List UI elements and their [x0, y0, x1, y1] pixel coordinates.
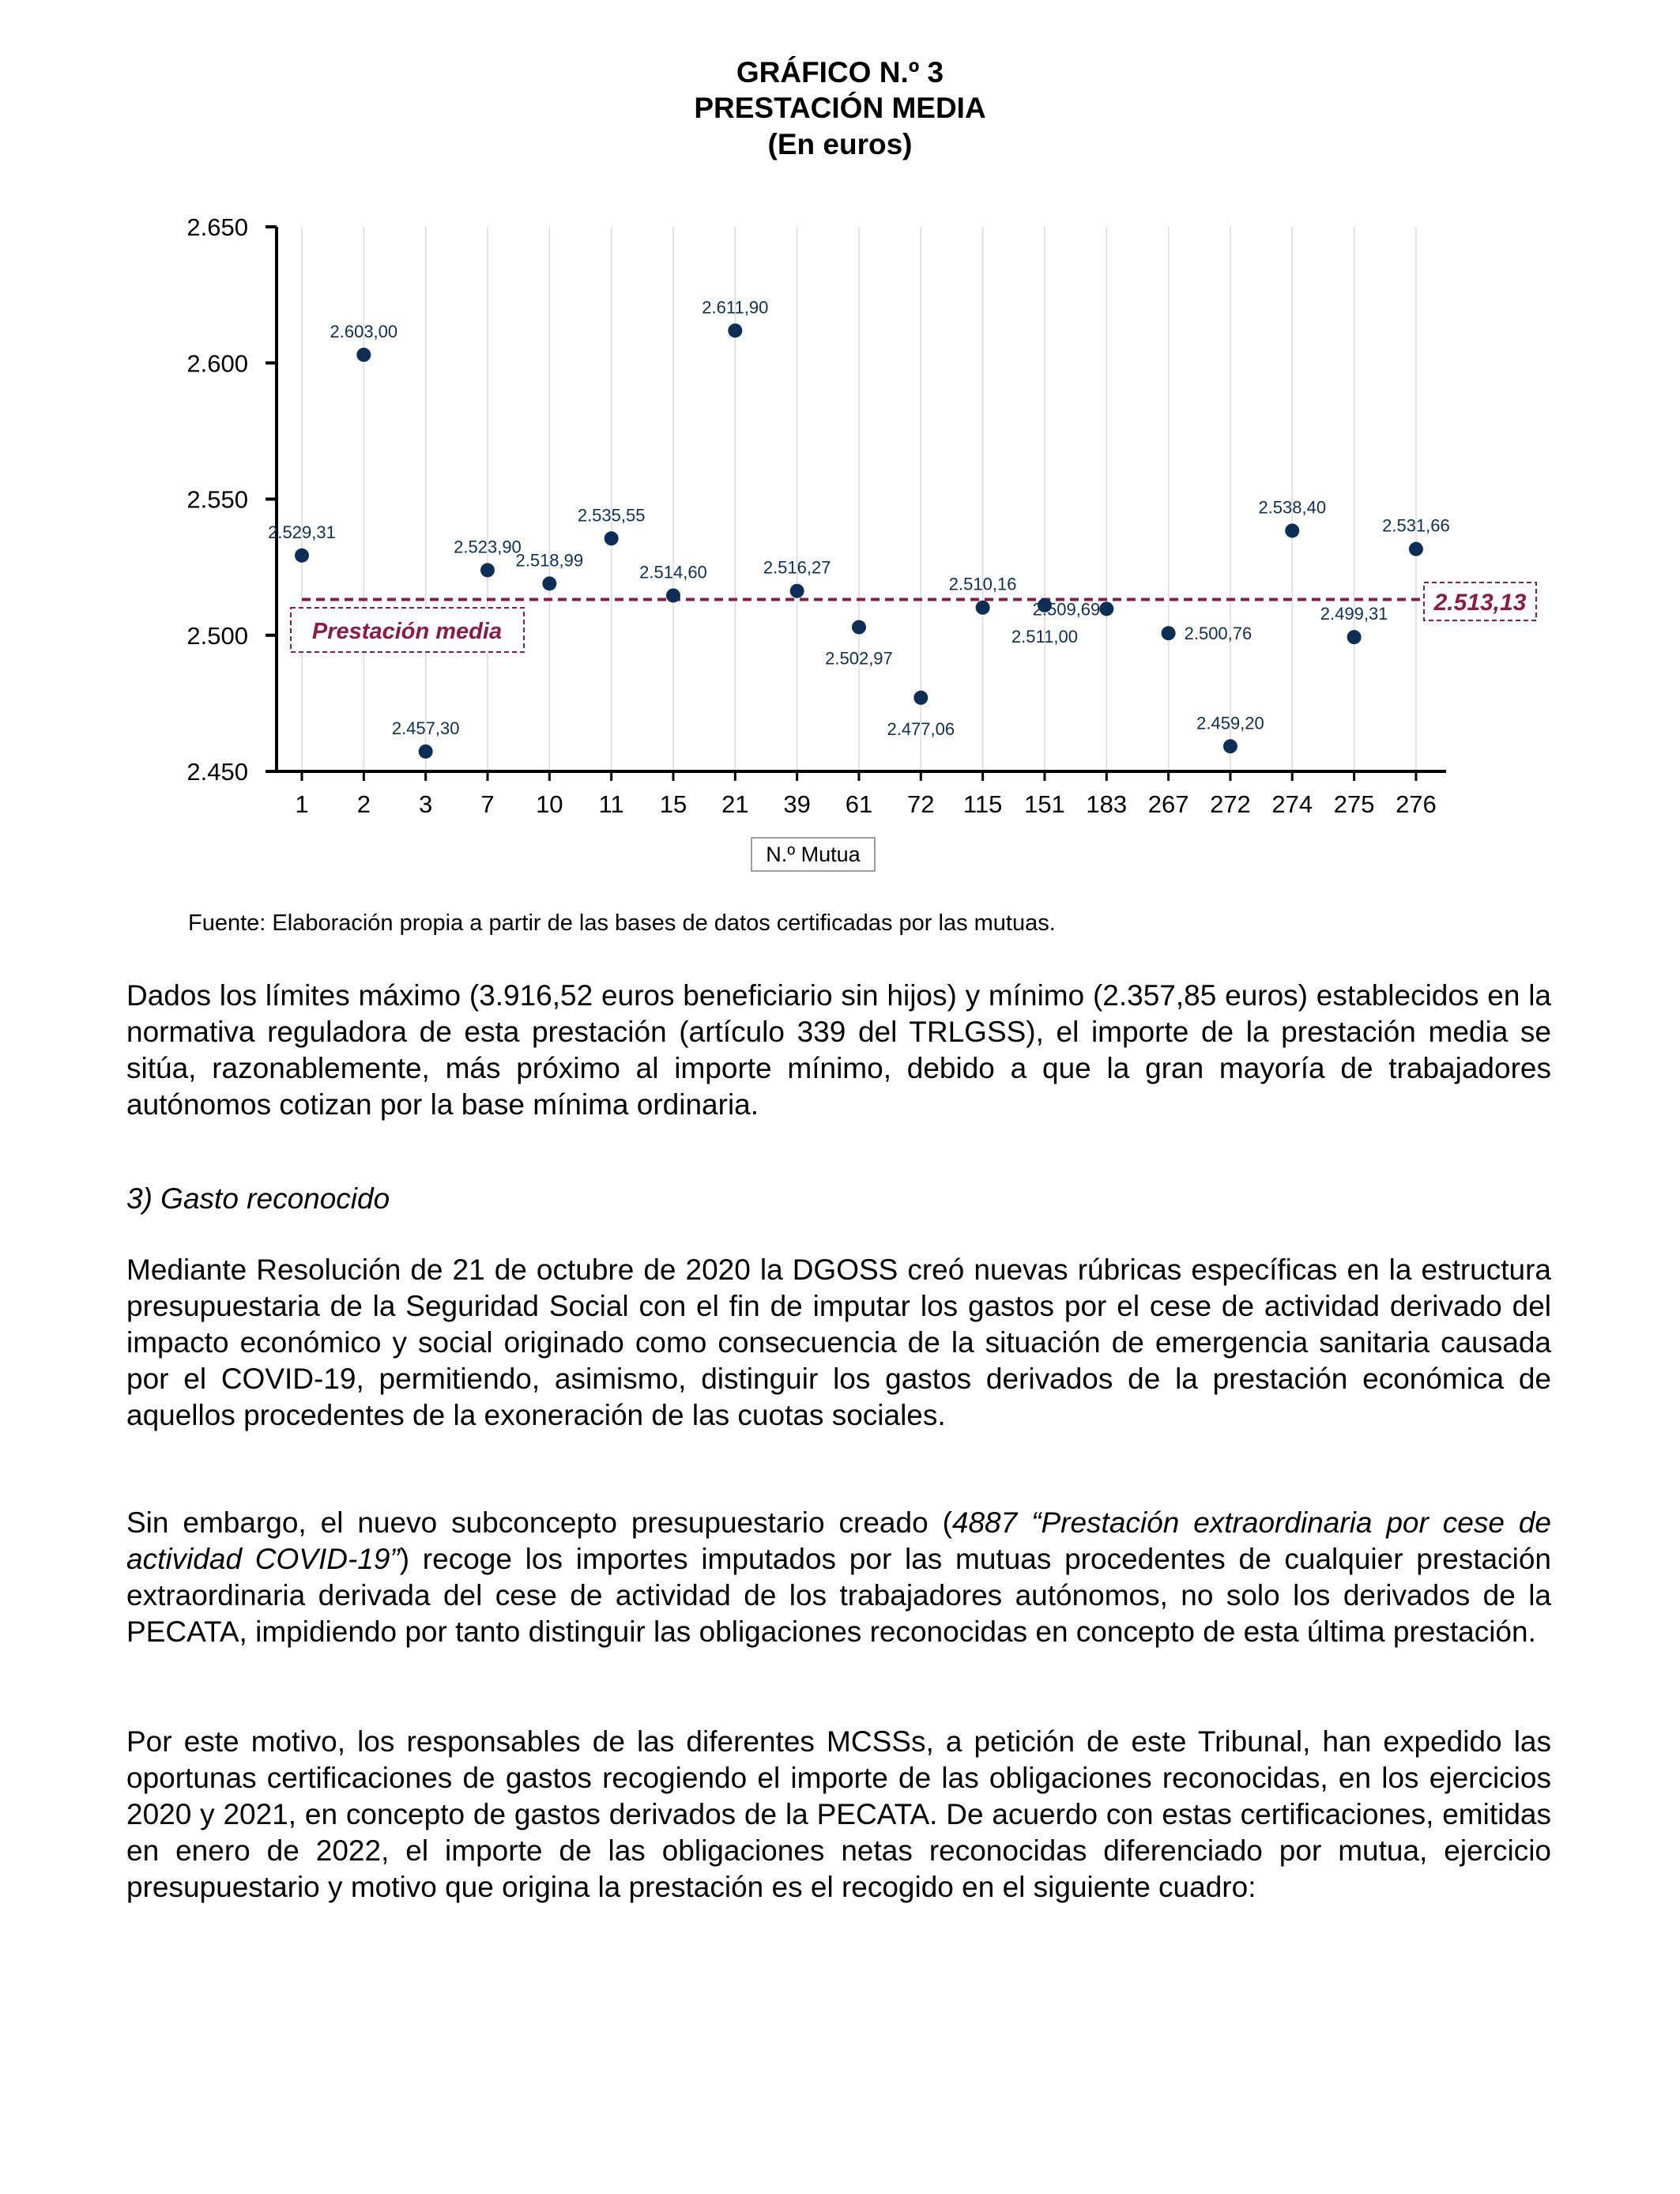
x-tick-label: 61 — [845, 790, 873, 818]
data-label: 2.510,16 — [948, 574, 1017, 594]
data-label: 2.509,69 — [1032, 599, 1101, 620]
chart-subtitle: (En euros) — [767, 128, 913, 160]
data-point — [790, 584, 804, 598]
paragraph-subconcept — [126, 1505, 1551, 1650]
data-label: 2.516,27 — [763, 557, 831, 578]
chart-number: GRÁFICO N.º 3 — [736, 56, 944, 89]
section-heading: 3) Gasto reconocido — [126, 1182, 390, 1215]
data-point — [852, 620, 866, 635]
y-tick-label: 2.500 — [186, 621, 248, 650]
scatter-chart — [0, 0, 1680, 901]
data-point — [1347, 630, 1362, 644]
data-point — [1162, 626, 1176, 640]
x-tick-label: 2 — [356, 790, 371, 818]
data-label: 2.499,31 — [1320, 604, 1388, 624]
data-label: 2.477,06 — [887, 718, 955, 739]
data-label: 2.538,40 — [1258, 497, 1327, 518]
data-point — [1099, 601, 1113, 616]
data-point — [356, 348, 371, 362]
x-tick-label: 11 — [598, 790, 624, 818]
x-tick-label: 274 — [1271, 790, 1313, 818]
source-note: Fuente: Elaboración propia a partir de las bases de datos certificadas por las mutuas. — [188, 910, 1056, 936]
data-point — [295, 548, 309, 563]
data-label: 2.529,31 — [268, 522, 336, 542]
y-tick-label: 2.450 — [186, 758, 248, 786]
subconcept-name: 4887 “Prestación extraordinaria por cese de actividad COVID-19” — [126, 1506, 1551, 1575]
data-label: 2.611,90 — [702, 297, 769, 318]
data-label: 2.535,55 — [577, 505, 646, 526]
average-value-label: 2.513,13 — [1433, 590, 1527, 616]
data-point — [728, 323, 742, 337]
data-label: 2.511,00 — [1011, 626, 1078, 647]
data-point — [542, 576, 556, 590]
x-tick-label: 3 — [419, 790, 433, 818]
data-point — [419, 745, 433, 759]
paragraph-subconcept-end: ) recoge los importes imputados por las mutuas procedentes de cualquier prestación extraordinaria derivada del cese de actividad de los trabajadores autónomos, no solo los derivados de la PECATA, impidiendo por tanto distinguir las obligaciones reconocidas en concepto de esta última prestación. — [126, 1543, 1551, 1648]
paragraph-limits: Dados los límites máximo (3.916,52 euros beneficiario sin hijos) y mínimo (2.357,85 euros) establecidos en la normativa reguladora de esta prestación (artículo 339 del TRLGSS), el importe de la prestación media se sitúa, razonablemente, más próximo al importe mínimo, debido a que la gran mayoría de trabajadores autónomos cotizan por la base mínima ordinaria. — [126, 979, 1551, 1121]
y-tick-label: 2.650 — [186, 213, 248, 241]
x-tick-label: 15 — [659, 790, 687, 818]
x-tick-label: 275 — [1333, 790, 1375, 818]
axes — [186, 213, 1446, 871]
data-label: 2.603,00 — [330, 321, 398, 341]
data-label: 2.502,97 — [825, 648, 893, 669]
x-tick-label: 183 — [1086, 790, 1128, 818]
x-tick-label: 151 — [1024, 790, 1065, 818]
paragraph-certifications: Por este motivo, los responsables de las diferentes MCSSs, a petición de este Tribunal, han expedido las oportunas certificaciones de gastos recogiendo el importe de las obligaciones reconocidas, en los ejercicios 2020 y 2021, en concepto de gastos derivados de la PECATA. De acuerdo con estas certificaciones, emitidas en enero de 2022, el importe de las obligaciones netas reconocidas diferenciado por mutua, ejercicio presupuestario y motivo que origina la prestación es el recogido en el siguiente cuadro: — [126, 1725, 1551, 1903]
y-tick-label: 2.550 — [186, 485, 248, 514]
x-tick-label: 115 — [962, 790, 1003, 818]
data-label: 2.518,99 — [515, 550, 584, 571]
paragraph-subconcept-start: Sin embargo, el nuevo subconcepto presupuestario creado ( — [126, 1506, 952, 1539]
paragraph-resolution: Mediante Resolución de 21 de octubre de 2020 la DGOSS creó nuevas rúbricas específicas en la estructura presupuestaria de la Seguridad Social con el fin de imputar los gastos por el cese de actividad derivado del impacto económico y social originado como consecuencia de la situación de emergencia sanitaria causada por el COVID-19, permitiendo, asimismo, distinguir los gastos derivados de la prestación económica de aquellos procedentes de la exoneración de las cuotas sociales. — [126, 1253, 1551, 1431]
data-label: 2.523,90 — [454, 537, 522, 557]
x-tick-label: 276 — [1396, 790, 1437, 818]
data-label: 2.457,30 — [391, 718, 460, 738]
data-point — [480, 563, 495, 577]
x-tick-label: 7 — [480, 790, 495, 818]
y-tick-label: 2.600 — [186, 349, 248, 378]
data-label: 2.514,60 — [639, 562, 707, 582]
x-tick-label: 72 — [907, 790, 935, 818]
data-point — [1409, 542, 1423, 556]
data-point — [913, 691, 928, 705]
chart-title: PRESTACIÓN MEDIA — [694, 92, 986, 124]
x-tick-label: 21 — [721, 790, 749, 818]
grid-lines — [302, 227, 1416, 771]
x-tick-label: 272 — [1210, 790, 1251, 818]
data-point — [976, 601, 990, 615]
data-point — [1285, 523, 1299, 537]
data-label: 2.459,20 — [1196, 713, 1264, 733]
data-point — [666, 588, 680, 602]
average-label: Prestación media — [311, 619, 503, 644]
x-tick-label: 39 — [783, 790, 811, 818]
x-tick-label: 1 — [295, 790, 309, 818]
data-point — [1223, 739, 1237, 753]
data-point — [605, 531, 619, 545]
x-axis-title: N.º Mutua — [766, 843, 861, 866]
x-tick-label: 10 — [536, 790, 563, 818]
x-tick-label: 267 — [1147, 790, 1189, 818]
data-label: 2.531,66 — [1382, 515, 1450, 536]
data-label: 2.500,76 — [1184, 624, 1252, 644]
